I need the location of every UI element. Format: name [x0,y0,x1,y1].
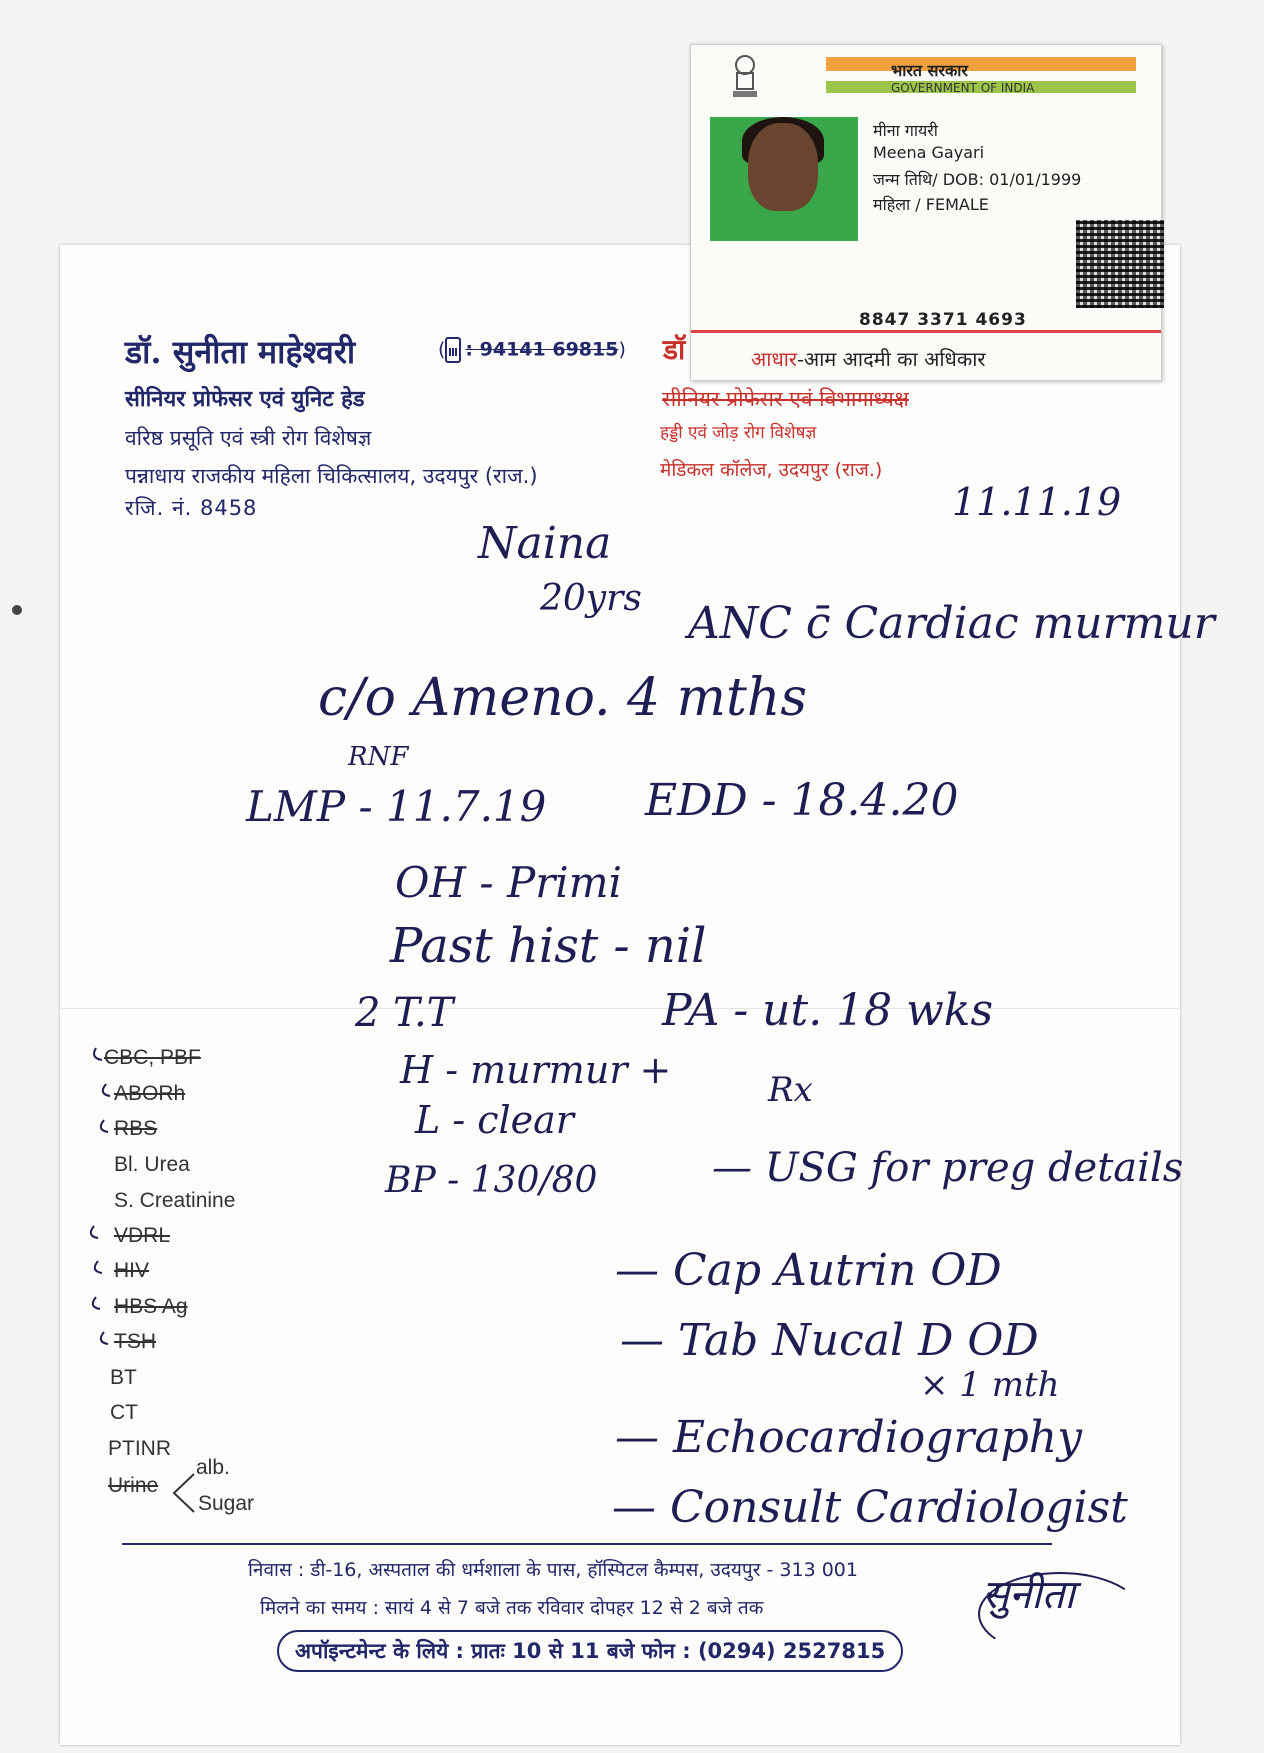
name-hindi: मीना गायरी [873,121,938,140]
paper-fold-line [60,1008,1180,1009]
investigation-item: TSH [114,1330,156,1353]
doctor-title-designation: सीनियर प्रोफेसर एवं युनिट हेड [125,387,365,412]
second-doctor-name-fragment: डॉ [663,333,686,366]
heart-exam: H - murmur + [400,1048,672,1092]
obstetric-history: OH - Primi [395,858,622,907]
per-abdomen: PA - ut. 18 wks [662,985,994,1036]
mobile-phone-icon [445,337,461,363]
rnf-note: RNF [348,742,409,772]
rx-symbol: Rx [768,1070,813,1110]
doctor-name: डॉ. सुनीता माहेश्वरी [125,333,356,371]
investigation-item: BT [110,1366,137,1389]
investigation-item: HBS Ag [114,1295,188,1318]
rx-item-duration: × 1 mth [920,1365,1060,1405]
investigation-item: HIV [114,1259,150,1282]
footer-divider [122,1543,1052,1545]
doctor-registration: रजि. नं. 8458 [125,496,258,520]
second-doctor-college: मेडिकल कॉलेज, उदयपुर (राज.) [660,459,883,481]
investigation-item: CT [110,1401,138,1424]
rx-item-consult-cardiologist: — Consult Cardiologist [612,1482,1128,1533]
lmp: LMP - 11.7.19 [246,782,547,831]
footer-appointment: अपॉइन्टमेन्ट के लिये : प्रातः 10 से 11 बजे फोन : (0294) 2527815 [277,1630,903,1672]
national-emblem-icon [727,53,763,101]
urine-bracket-icon [170,1470,196,1516]
phone-number: : 94141 69815 [465,338,619,361]
rx-item-usg: — USG for preg details [712,1145,1184,1191]
investigation-item: Sugar [198,1492,255,1515]
aadhaar-red-rule [691,330,1161,333]
rx-item-echocardiography: — Echocardiography [615,1412,1083,1463]
investigation-item: Urine [108,1474,159,1497]
rx-item-cap-autrin: — Cap Autrin OD [615,1245,1002,1296]
investigation-item: CBC, PBF [104,1046,201,1069]
investigation-item: ABORh [114,1082,186,1105]
investigation-item: alb. [196,1456,230,1479]
punch-hole-mark [12,605,22,615]
gov-english: GOVERNMENT OF INDIA [891,81,1035,95]
investigation-item: PTINR [108,1437,171,1460]
blood-pressure: BP - 130/80 [385,1160,598,1201]
tick-marks-icon [84,1040,204,1360]
chief-complaint: c/o Ameno. 4 mths [318,668,808,728]
rx-item-tab-nucal: — Tab Nucal D OD [620,1315,1039,1366]
cardholder-photo [710,117,858,241]
footer-address: निवास : डी-16, अस्पताल की धर्मशाला के पास, हॉस्पिटल कैम्पस, उदयपुर - 313 001 [248,1559,858,1581]
investigation-item: S. Creatinine [114,1189,236,1212]
investigation-item: Bl. Urea [114,1153,190,1176]
prescription-date: 11.11.19 [952,480,1122,524]
tricolor-band-saffron [826,57,1136,71]
second-doctor-title: सीनियर प्रोफेसर एवं विभागाध्यक्ष [662,387,909,411]
aadhaar-motto: आधार-आम आदमी का अधिकार [751,347,986,371]
gov-hindi: भारत सरकार [891,61,968,80]
diagnosis: ANC c̄ Cardiac murmur [688,598,1215,649]
doctor-title-specialty: वरिष्ठ प्रसूति एवं स्त्री रोग विशेषज्ञ [125,426,372,450]
doctor-phone: ( : 94141 69815) [438,337,626,363]
investigation-item: VDRL [114,1224,171,1247]
patient-name: Naina [478,518,612,569]
tetanus-toxoid: 2 T.T [355,990,454,1036]
qr-code-icon [1076,220,1164,308]
lung-exam: L - clear [415,1098,574,1142]
doctor-signature: सुनीता [982,1572,1075,1618]
past-history: Past hist - nil [390,918,707,974]
aadhaar-number: 8847 3371 4693 [859,310,1027,330]
name-english: Meena Gayari [873,143,985,162]
gender: महिला / FEMALE [873,195,989,214]
photo-face [748,123,818,211]
doctor-hospital: पन्नाधाय राजकीय महिला चिकित्सालय, उदयपुर (राज.) [125,464,538,488]
second-doctor-specialty: हड्डी एवं जोड़ रोग विशेषज्ञ [660,423,817,443]
investigation-item: RBS [114,1117,158,1140]
patient-age: 20yrs [540,578,642,619]
date-of-birth: जन्म तिथि/ DOB: 01/01/1999 [873,170,1082,189]
footer-timing: मिलने का समय : सायं 4 से 7 बजे तक रविवार दोपहर 12 से 2 बजे तक [260,1597,764,1619]
aadhaar-card [690,44,1162,381]
edd: EDD - 18.4.20 [645,775,959,826]
